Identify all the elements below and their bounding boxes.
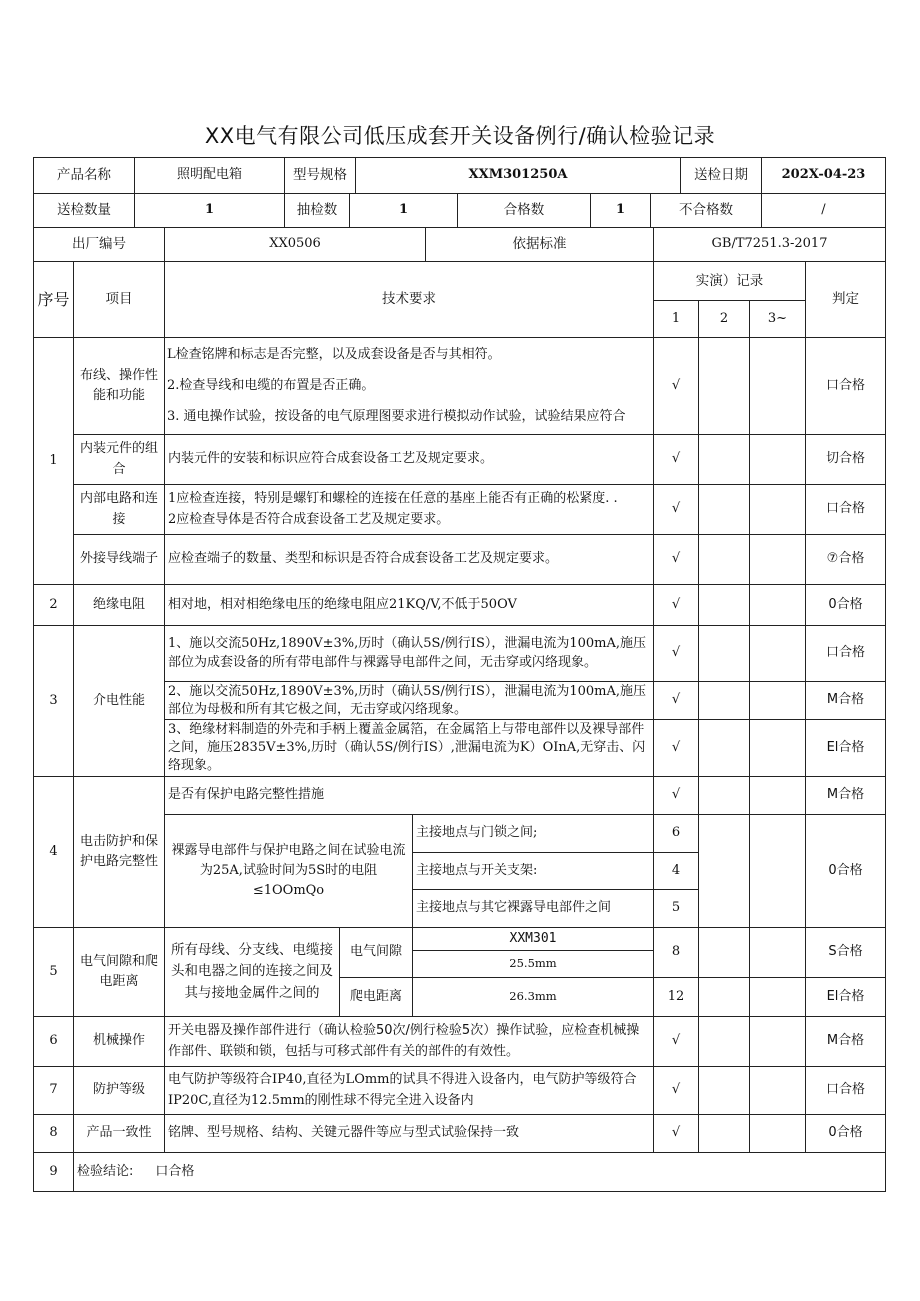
row2-mark: √ — [653, 584, 699, 626]
qty-label: 送检数量 — [33, 193, 135, 228]
row3c-mark: √ — [653, 719, 699, 777]
row1b-item: 内装元件的组合 — [73, 434, 165, 485]
row8-item: 产品一致性 — [73, 1114, 165, 1153]
row1d-requirements: 应检查端子的数量、类型和标识是否符合成套设备工艺及规定要求。 — [164, 534, 654, 585]
row4b-sub-3: 主接地点与其它裸露导电部件之间 — [412, 889, 654, 928]
model-label: 型号规格 — [284, 157, 356, 194]
header-no: 序号 — [33, 261, 74, 338]
row8-no: 8 — [33, 1114, 74, 1153]
row5a-value: 25.5mm — [412, 950, 654, 978]
row7-mark: √ — [653, 1066, 699, 1115]
row7-record-3 — [749, 1066, 806, 1115]
row1-no: 1 — [33, 337, 74, 585]
qty-value: 1 — [134, 193, 285, 228]
row2-no: 2 — [33, 584, 74, 626]
row9-label: 检验结论: — [77, 1163, 134, 1179]
pass-value: 1 — [590, 193, 651, 228]
row4b-sub-2: 主接地点与开关支架: — [412, 852, 654, 890]
row7-verdict: 口合格 — [805, 1066, 886, 1115]
row5a-model: XXM301 — [412, 927, 654, 951]
row4a-requirements: 是否有保护电路完整性措施 — [164, 776, 654, 815]
row4b-requirements: 裸露导电部件与保护电路之间在试验电流为25A,试验时间为5S时的电阻≤1OOmQo — [164, 814, 413, 928]
row8-mark: √ — [653, 1114, 699, 1153]
row4b-value-3: 5 — [653, 889, 699, 928]
row5a-verdict: S合格 — [805, 927, 886, 978]
sample-value: 1 — [349, 193, 458, 228]
serial-label: 出厂编号 — [33, 227, 165, 262]
row5b-mark: 12 — [653, 977, 699, 1017]
row1c-req-2: 2应检查导体是否符合成套设备工艺及规定要求。 — [168, 511, 450, 527]
row1a-req-1: L检查铭牌和标志是否完整，以及成套设备是否与其相符。 — [167, 347, 501, 363]
header-verdict: 判定 — [805, 261, 886, 338]
header-record-1: 1 — [653, 300, 699, 338]
row2-requirements: 相对地，相对相绝缘电压的绝缘电阻应21KQ/V,不低于50OV — [164, 584, 654, 626]
standard-label: 依据标准 — [425, 227, 654, 262]
row3c-record-2 — [698, 719, 750, 777]
row3a-record-2 — [698, 625, 750, 682]
row4b-record-2 — [698, 814, 750, 928]
row7-no: 7 — [33, 1066, 74, 1115]
row3a-mark: √ — [653, 625, 699, 682]
row5-no: 5 — [33, 927, 74, 1017]
row3b-requirements: 2、施以交流50Hz,1890V±3%,历时（确认5S/例行IS），泄漏电流为100mA,施压部位为母极和所有其它极之间，无击穿或闪络现象。 — [164, 681, 654, 720]
row5a-record-3 — [749, 927, 806, 978]
row7-record-2 — [698, 1066, 750, 1115]
row7-requirements: 电气防护等级符合IP40,直径为LOmm的试具不得进入设备内，电气防护等级符合IP20C,直径为12.5mm的刚性球不得完全进入设备内 — [164, 1066, 654, 1115]
row6-verdict: M合格 — [805, 1016, 886, 1067]
row4a-verdict: M合格 — [805, 776, 886, 815]
row1b-record-3 — [749, 434, 806, 485]
row4-no: 4 — [33, 776, 74, 928]
row1d-item: 外接导线端子 — [73, 534, 165, 585]
row5b-value: 26.3mm — [412, 977, 654, 1017]
row3c-record-3 — [749, 719, 806, 777]
row4b-value-1: 6 — [653, 814, 699, 853]
row3-item: 介电性能 — [73, 625, 165, 777]
row5a-mark: 8 — [653, 927, 699, 978]
fail-label: 不合格数 — [650, 193, 762, 228]
row6-item: 机械操作 — [73, 1016, 165, 1067]
row1d-record-2 — [698, 534, 750, 585]
row5b-record-2 — [698, 977, 750, 1017]
row1a-record-3 — [749, 337, 806, 435]
row6-record-2 — [698, 1016, 750, 1067]
header-record: 实演）记录 — [653, 261, 806, 301]
row4b-record-3 — [749, 814, 806, 928]
row3b-verdict: M合格 — [805, 681, 886, 720]
product-name-label: 产品名称 — [33, 157, 135, 194]
standard-value: GB/T7251.3-2017 — [653, 227, 886, 262]
row1a-verdict: 口合格 — [805, 337, 886, 435]
row1b-verdict: 切合格 — [805, 434, 886, 485]
row1c-record-2 — [698, 484, 750, 535]
row5b-record-3 — [749, 977, 806, 1017]
row1a-req-3: 3. 通电操作试验，按设备的电气原理图要求进行模拟动作试验，试验结果应符合 — [167, 408, 626, 424]
row1b-mark: √ — [653, 434, 699, 485]
row8-record-2 — [698, 1114, 750, 1153]
row8-requirements: 铭牌、型号规格、结构、关键元器件等应与型式试验保持一致 — [164, 1114, 654, 1153]
row5a-record-2 — [698, 927, 750, 978]
row1c-verdict: 口合格 — [805, 484, 886, 535]
serial-value: XX0506 — [164, 227, 426, 262]
header-item: 项目 — [73, 261, 165, 338]
product-name-value: 照明配电箱 — [134, 157, 285, 194]
row1d-verdict: ⑦合格 — [805, 534, 886, 585]
row4a-mark: √ — [653, 776, 699, 815]
row4b-sub-1: 主接地点与门锁之间; — [412, 814, 654, 853]
row9-conclusion — [73, 1152, 886, 1192]
row1a-mark: √ — [653, 337, 699, 435]
model-value: XXM301250A — [355, 157, 681, 194]
row1c-item: 内部电路和连接 — [73, 484, 165, 535]
header-requirements: 技术要求 — [164, 261, 654, 338]
header-record-2: 2 — [698, 300, 750, 338]
row1a-req-2: 2.检查导线和电缆的布置是否正确。 — [167, 377, 375, 393]
row5a-label: 电气间隙 — [339, 927, 413, 978]
row5b-verdict: El合格 — [805, 977, 886, 1017]
row6-no: 6 — [33, 1016, 74, 1067]
row2-verdict: 0合格 — [805, 584, 886, 626]
row6-record-3 — [749, 1016, 806, 1067]
row1c-req-1: 1应检查连接，特别是螺钉和螺栓的连接在任意的基座上能否有正确的松紧度. . — [168, 491, 618, 507]
row4a-record-3 — [749, 776, 806, 815]
sample-label: 抽检数 — [284, 193, 350, 228]
row1c-requirements — [164, 484, 654, 535]
row2-record-2 — [698, 584, 750, 626]
row4-item: 电击防护和保护电路完整性 — [73, 776, 165, 928]
row9-no: 9 — [33, 1152, 74, 1192]
row3a-record-3 — [749, 625, 806, 682]
row3a-verdict: 口合格 — [805, 625, 886, 682]
row6-mark: √ — [653, 1016, 699, 1067]
row8-record-3 — [749, 1114, 806, 1153]
row2-item: 绝缘电阻 — [73, 584, 165, 626]
row1b-record-2 — [698, 434, 750, 485]
row1a-requirements — [164, 337, 654, 435]
row6-requirements: 开关电器及操作部件进行（确认检验50次/例行检验5次）操作试验，应检查机械操作部件、联锁和锁，包括与可移式部件有关的部件的有效性。 — [164, 1016, 654, 1067]
row3b-record-3 — [749, 681, 806, 720]
row1a-item: 布线、操作性能和功能 — [73, 337, 165, 435]
row9-value: 口合格 — [155, 1163, 195, 1179]
row3a-requirements: 1、施以交流50Hz,1890V±3%,历时（确认5S/例行IS），泄漏电流为100mA,施压部位为成套设备的所有带电部件与裸露导电部件之间，无击穿或闪络现象。 — [164, 625, 654, 682]
row4b-value-2: 4 — [653, 852, 699, 890]
fail-value: / — [761, 193, 886, 228]
row7-item: 防护等级 — [73, 1066, 165, 1115]
row1d-mark: √ — [653, 534, 699, 585]
row3b-record-2 — [698, 681, 750, 720]
row3-no: 3 — [33, 625, 74, 777]
date-value: 202X-04-23 — [761, 157, 886, 194]
header-record-3: 3~ — [749, 300, 806, 338]
row3c-verdict: El合格 — [805, 719, 886, 777]
row3c-requirements: 3、绝缘材料制造的外壳和手柄上覆盖金属箔，在金属箔上与带电部件以及裸导部件之间，施压2835V±3%,历时（确认5S/例行IS）,泄漏电流为K）OInA,无穿击、闪络现象。 — [164, 719, 654, 777]
row1b-requirements: 内装元件的安装和标识应符合成套设备工艺及规定要求。 — [164, 434, 654, 485]
row3b-mark: √ — [653, 681, 699, 720]
row5-requirements: 所有母线、分支线、电缆接头和电器之间的连接之间及其与接地金属件之间的 — [164, 927, 340, 1017]
date-label: 送检日期 — [680, 157, 762, 194]
row8-verdict: 0合格 — [805, 1114, 886, 1153]
row1a-record-2 — [698, 337, 750, 435]
row1c-mark: √ — [653, 484, 699, 535]
row5b-label: 爬电距离 — [339, 977, 413, 1017]
row4a-record-2 — [698, 776, 750, 815]
row1d-record-3 — [749, 534, 806, 585]
row4b-verdict: 0合格 — [805, 814, 886, 928]
row2-record-3 — [749, 584, 806, 626]
row1c-record-3 — [749, 484, 806, 535]
row5-item: 电气间隙和爬电距离 — [73, 927, 165, 1017]
page-title: XX电气有限公司低压成套开关设备例行/确认检验记录 — [204, 124, 716, 148]
pass-label: 合格数 — [457, 193, 591, 228]
